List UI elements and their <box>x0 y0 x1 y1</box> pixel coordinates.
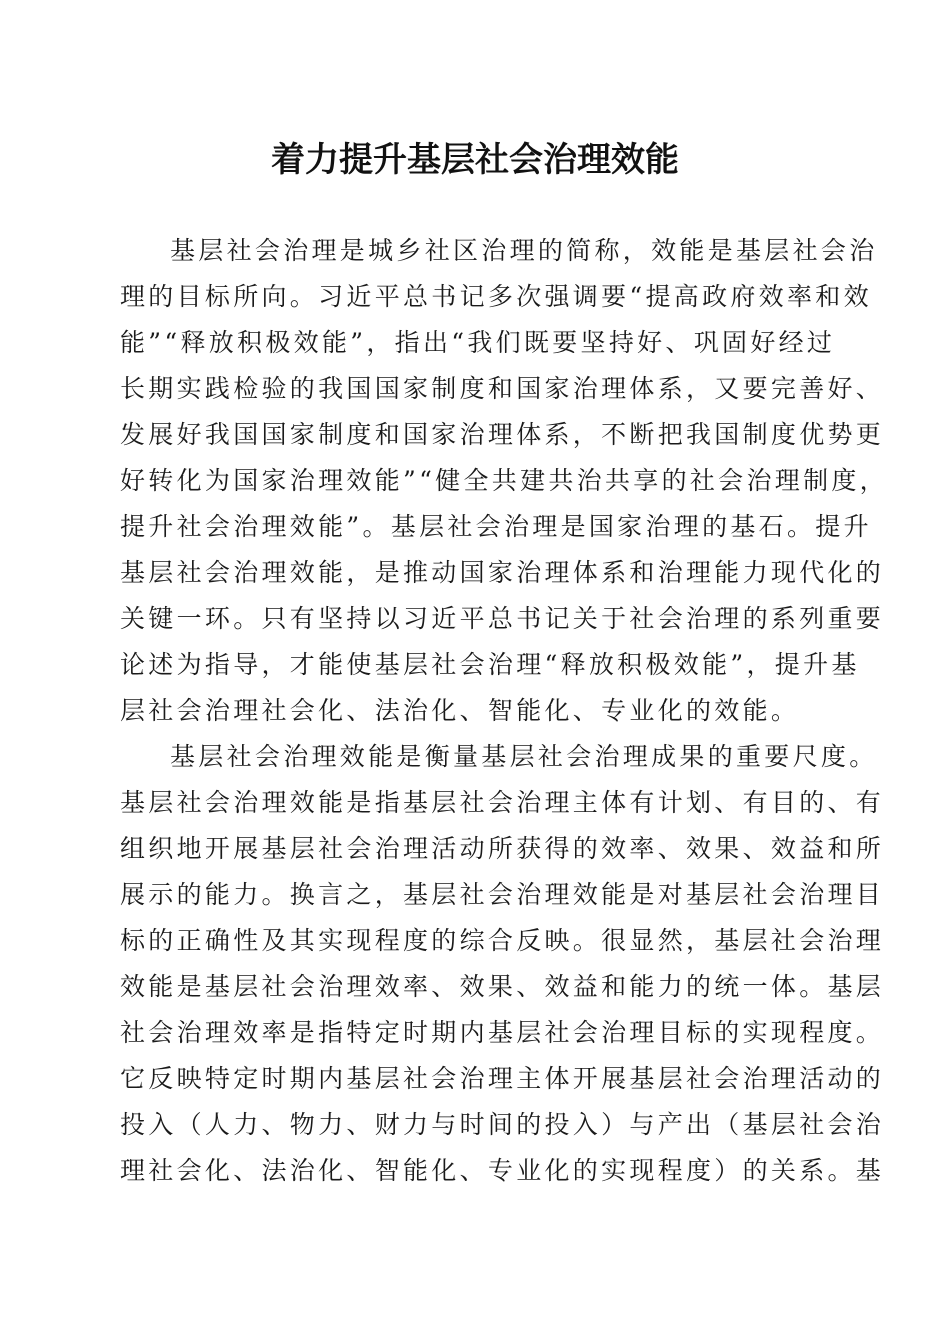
paragraph-1-line-11: 层社会治理社会化、法治化、智能化、专业化的效能。 <box>120 696 800 725</box>
paragraph-2-line-9: 投入（人力、物力、财力与时间的投入）与产出（基层社会治 <box>120 1110 885 1139</box>
paragraph-1-line-1: 基层社会治理是城乡社区治理的简称，效能是基层社会治 <box>170 236 878 265</box>
paragraph-2-line-2: 基层社会治理效能是指基层社会治理主体有计划、有目的、有 <box>120 788 885 817</box>
document-title: 着力提升基层社会治理效能 <box>271 140 679 180</box>
paragraph-2-line-8: 它反映特定时期内基层社会治理主体开展基层社会治理活动的 <box>120 1064 885 1093</box>
paragraph-2-line-7: 社会治理效率是指特定时期内基层社会治理目标的实现程度。 <box>120 1018 885 1047</box>
paragraph-1-line-5: 发展好我国国家制度和国家治理体系，不断把我国制度优势更 <box>120 420 885 449</box>
paragraph-2-line-6: 效能是基层社会治理效率、效果、效益和能力的统一体。基层 <box>120 972 885 1001</box>
paragraph-2-line-5: 标的正确性及其实现程度的综合反映。很显然，基层社会治理 <box>120 926 885 955</box>
paragraph-1-line-7: 提升社会治理效能”。基层社会治理是国家治理的基石。提升 <box>120 512 872 541</box>
paragraph-1-line-10: 论述为指导，才能使基层社会治理“释放积极效能”，提升基 <box>120 650 860 679</box>
paragraph-1-line-6: 好转化为国家治理效能”“健全共建共治共享的社会治理制度， <box>120 466 888 495</box>
paragraph-1-line-8: 基层社会治理效能，是推动国家治理体系和治理能力现代化的 <box>120 558 885 587</box>
paragraph-1-line-4: 长期实践检验的我国国家制度和国家治理体系，又要完善好、 <box>120 374 885 403</box>
paragraph-2-line-10: 理社会化、法治化、智能化、专业化的实现程度）的关系。基 <box>120 1156 885 1185</box>
paragraph-2-line-1: 基层社会治理效能是衡量基层社会治理成果的重要尺度。 <box>170 742 878 771</box>
paragraph-1-line-3: 能”“释放积极效能”，指出“我们既要坚持好、巩固好经过 <box>120 328 836 357</box>
paragraph-2-line-4: 展示的能力。换言之，基层社会治理效能是对基层社会治理目 <box>120 880 885 909</box>
paragraph-1-line-9: 关键一环。只有坚持以习近平总书记关于社会治理的系列重要 <box>120 604 885 633</box>
paragraph-1-line-2: 理的目标所向。习近平总书记多次强调要“提高政府效率和效 <box>120 282 872 311</box>
paragraph-2-line-3: 组织地开展基层社会治理活动所获得的效率、效果、效益和所 <box>120 834 885 863</box>
